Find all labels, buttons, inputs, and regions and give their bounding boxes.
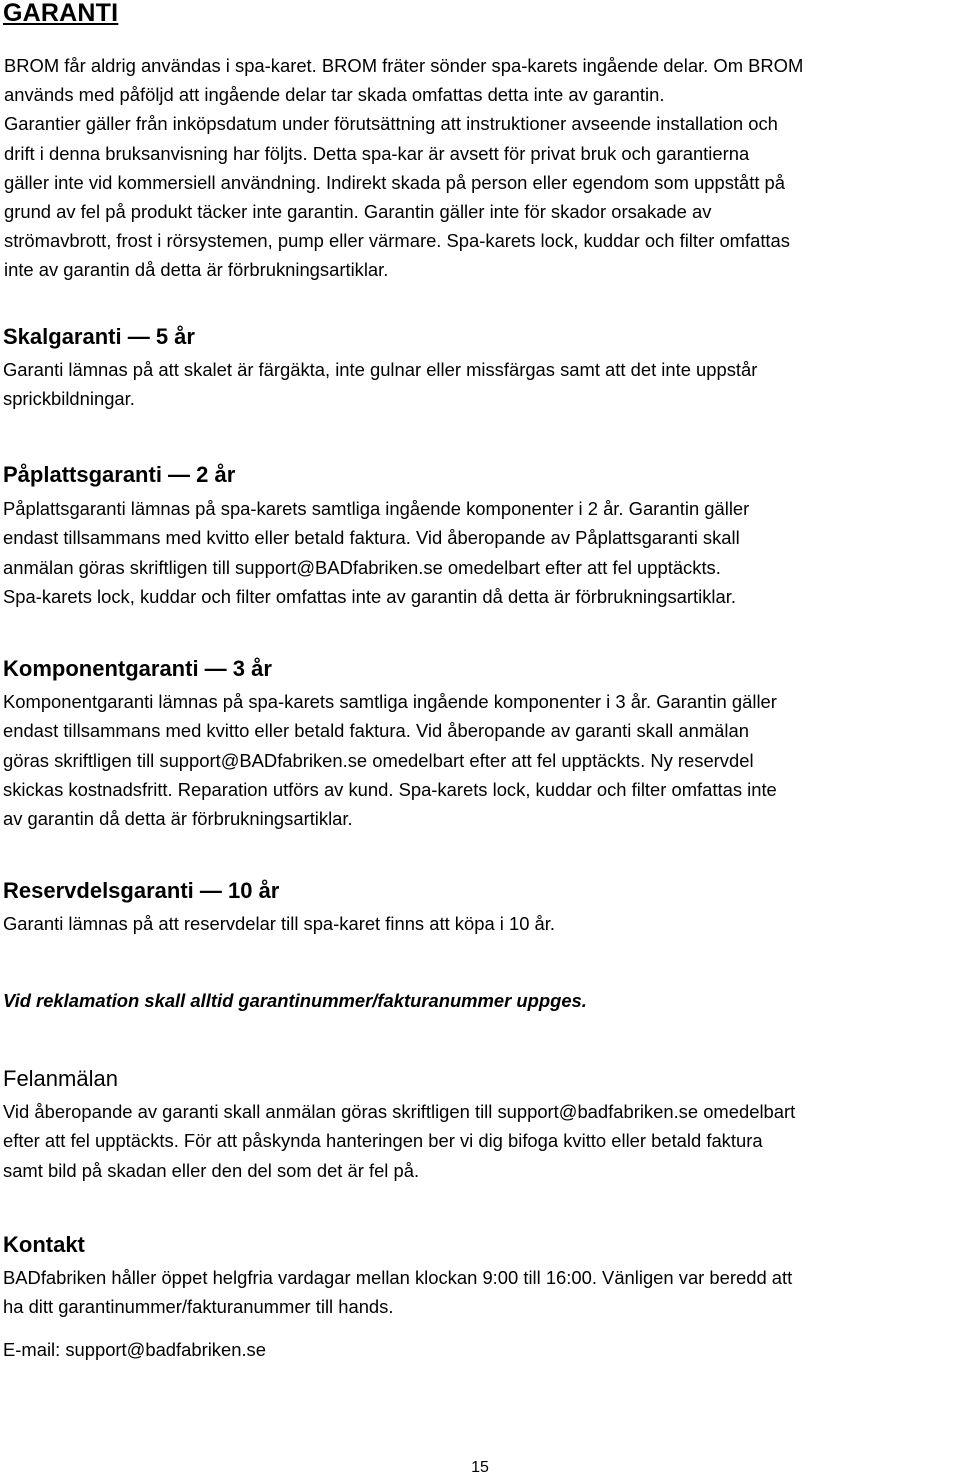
kontakt-text: [3, 1263, 792, 1322]
paplattsgaranti-line: anmälan göras skriftligen till support@BADfabriken.se omedelbart efter att fel upptäckts.: [3, 556, 721, 578]
page-number: 15: [471, 1459, 489, 1476]
komponentgaranti-heading: Komponentgaranti — 3 år: [3, 656, 272, 681]
skalgaranti-heading: Skalgaranti — 5 år: [3, 324, 195, 349]
komponentgaranti-text: [3, 687, 777, 833]
reservdelsgaranti-text: [3, 909, 555, 938]
komponentgaranti-line: endast tillsammans med kvitto eller betald faktura. Vid åberopande av garanti skall anmälan: [3, 720, 749, 742]
skalgaranti-text: [3, 355, 757, 414]
intro-line: används med påföljd att ingående delar tar skada omfattas detta inte av garantin.: [4, 84, 665, 106]
intro-line: BROM får aldrig användas i spa-karet. BROM fräter sönder spa-karets ingående delar. Om BROM: [4, 55, 804, 76]
felanmalan-line: Vid åberopande av garanti skall anmälan göras skriftligen till support@badfabriken.se omedelbart: [3, 1101, 796, 1122]
intro-paragraph: [4, 51, 960, 285]
intro-line: grund av fel på produkt täcker inte garantin. Garantin gäller inte för skador orsakade av: [4, 201, 712, 223]
kontakt-line: BADfabriken håller öppet helgfria vardagar mellan klockan 9:00 till 16:00. Vänligen var beredd att: [3, 1267, 793, 1288]
paplattsgaranti-text: [3, 494, 749, 611]
kontakt-heading: Kontakt: [3, 1232, 85, 1257]
kontakt-line: ha ditt garantinummer/fakturanummer till hands.: [3, 1296, 394, 1318]
page-title: GARANTI: [3, 0, 119, 27]
felanmalan-text: [3, 1097, 795, 1185]
komponentgaranti-line: av garantin då detta är förbrukningsartiklar.: [3, 808, 353, 830]
paplattsgaranti-line: Påplattsgaranti lämnas på spa-karets samtliga ingående komponenter i 2 år. Garantin gäller: [3, 498, 750, 519]
reklamation-notice: Vid reklamation skall alltid garantinummer/fakturanummer uppges.: [3, 990, 587, 1011]
intro-line: inte av garantin då detta är förbrukningsartiklar.: [4, 259, 389, 281]
intro-line: gäller inte vid kommersiell användning. Indirekt skada på person eller egendom som uppstått på: [4, 171, 786, 193]
paplattsgaranti-line: endast tillsammans med kvitto eller betald faktura. Vid åberopande av Påplattsgaranti skall: [3, 527, 740, 549]
paplattsgaranti-line: Spa-karets lock, kuddar och filter omfattas inte av garantin då detta är förbrukningsartiklar.: [3, 585, 736, 607]
komponentgaranti-line: skickas kostnadsfritt. Reparation utförs av kund. Spa-karets lock, kuddar och filter omfattas inte: [3, 778, 777, 800]
komponentgaranti-line: göras skriftligen till support@BADfabriken.se omedelbart efter att fel upptäckts. Ny reservdel: [3, 749, 754, 771]
reservdelsgaranti-heading: Reservdelsgaranti — 10 år: [3, 878, 280, 903]
intro-line: drift i denna bruksanvisning har följts. Detta spa-kar är avsett för privat bruk och garantierna: [4, 142, 750, 164]
intro-line: strömavbrott, frost i rörsystemen, pump eller värmare. Spa-karets lock, kuddar och filter omfattas: [4, 230, 790, 252]
felanmalan-line: efter att fel upptäckts. För att påskynda hanteringen ber vi dig bifoga kvitto eller betald faktura: [3, 1130, 763, 1152]
kontakt-email: E-mail: support@badfabriken.se: [3, 1339, 266, 1360]
felanmalan-heading: Felanmälan: [3, 1066, 118, 1091]
skalgaranti-line: Garanti lämnas på att skalet är färgäkta, inte gulnar eller missfärgas samt att det inte uppstår: [3, 359, 758, 380]
reservdelsgaranti-line: Garanti lämnas på att reservdelar till spa-karet finns att köpa i 10 år.: [3, 913, 555, 934]
skalgaranti-line: sprickbildningar.: [3, 388, 135, 410]
felanmalan-line: samt bild på skadan eller den del som det är fel på.: [3, 1159, 420, 1181]
paplattsgaranti-heading: Påplattsgaranti — 2 år: [3, 462, 236, 487]
intro-line: Garantier gäller från inköpsdatum under förutsättning att instruktioner avseende installation och: [4, 113, 778, 135]
komponentgaranti-line: Komponentgaranti lämnas på spa-karets samtliga ingående komponenter i 3 år. Garantin gäller: [3, 691, 777, 712]
